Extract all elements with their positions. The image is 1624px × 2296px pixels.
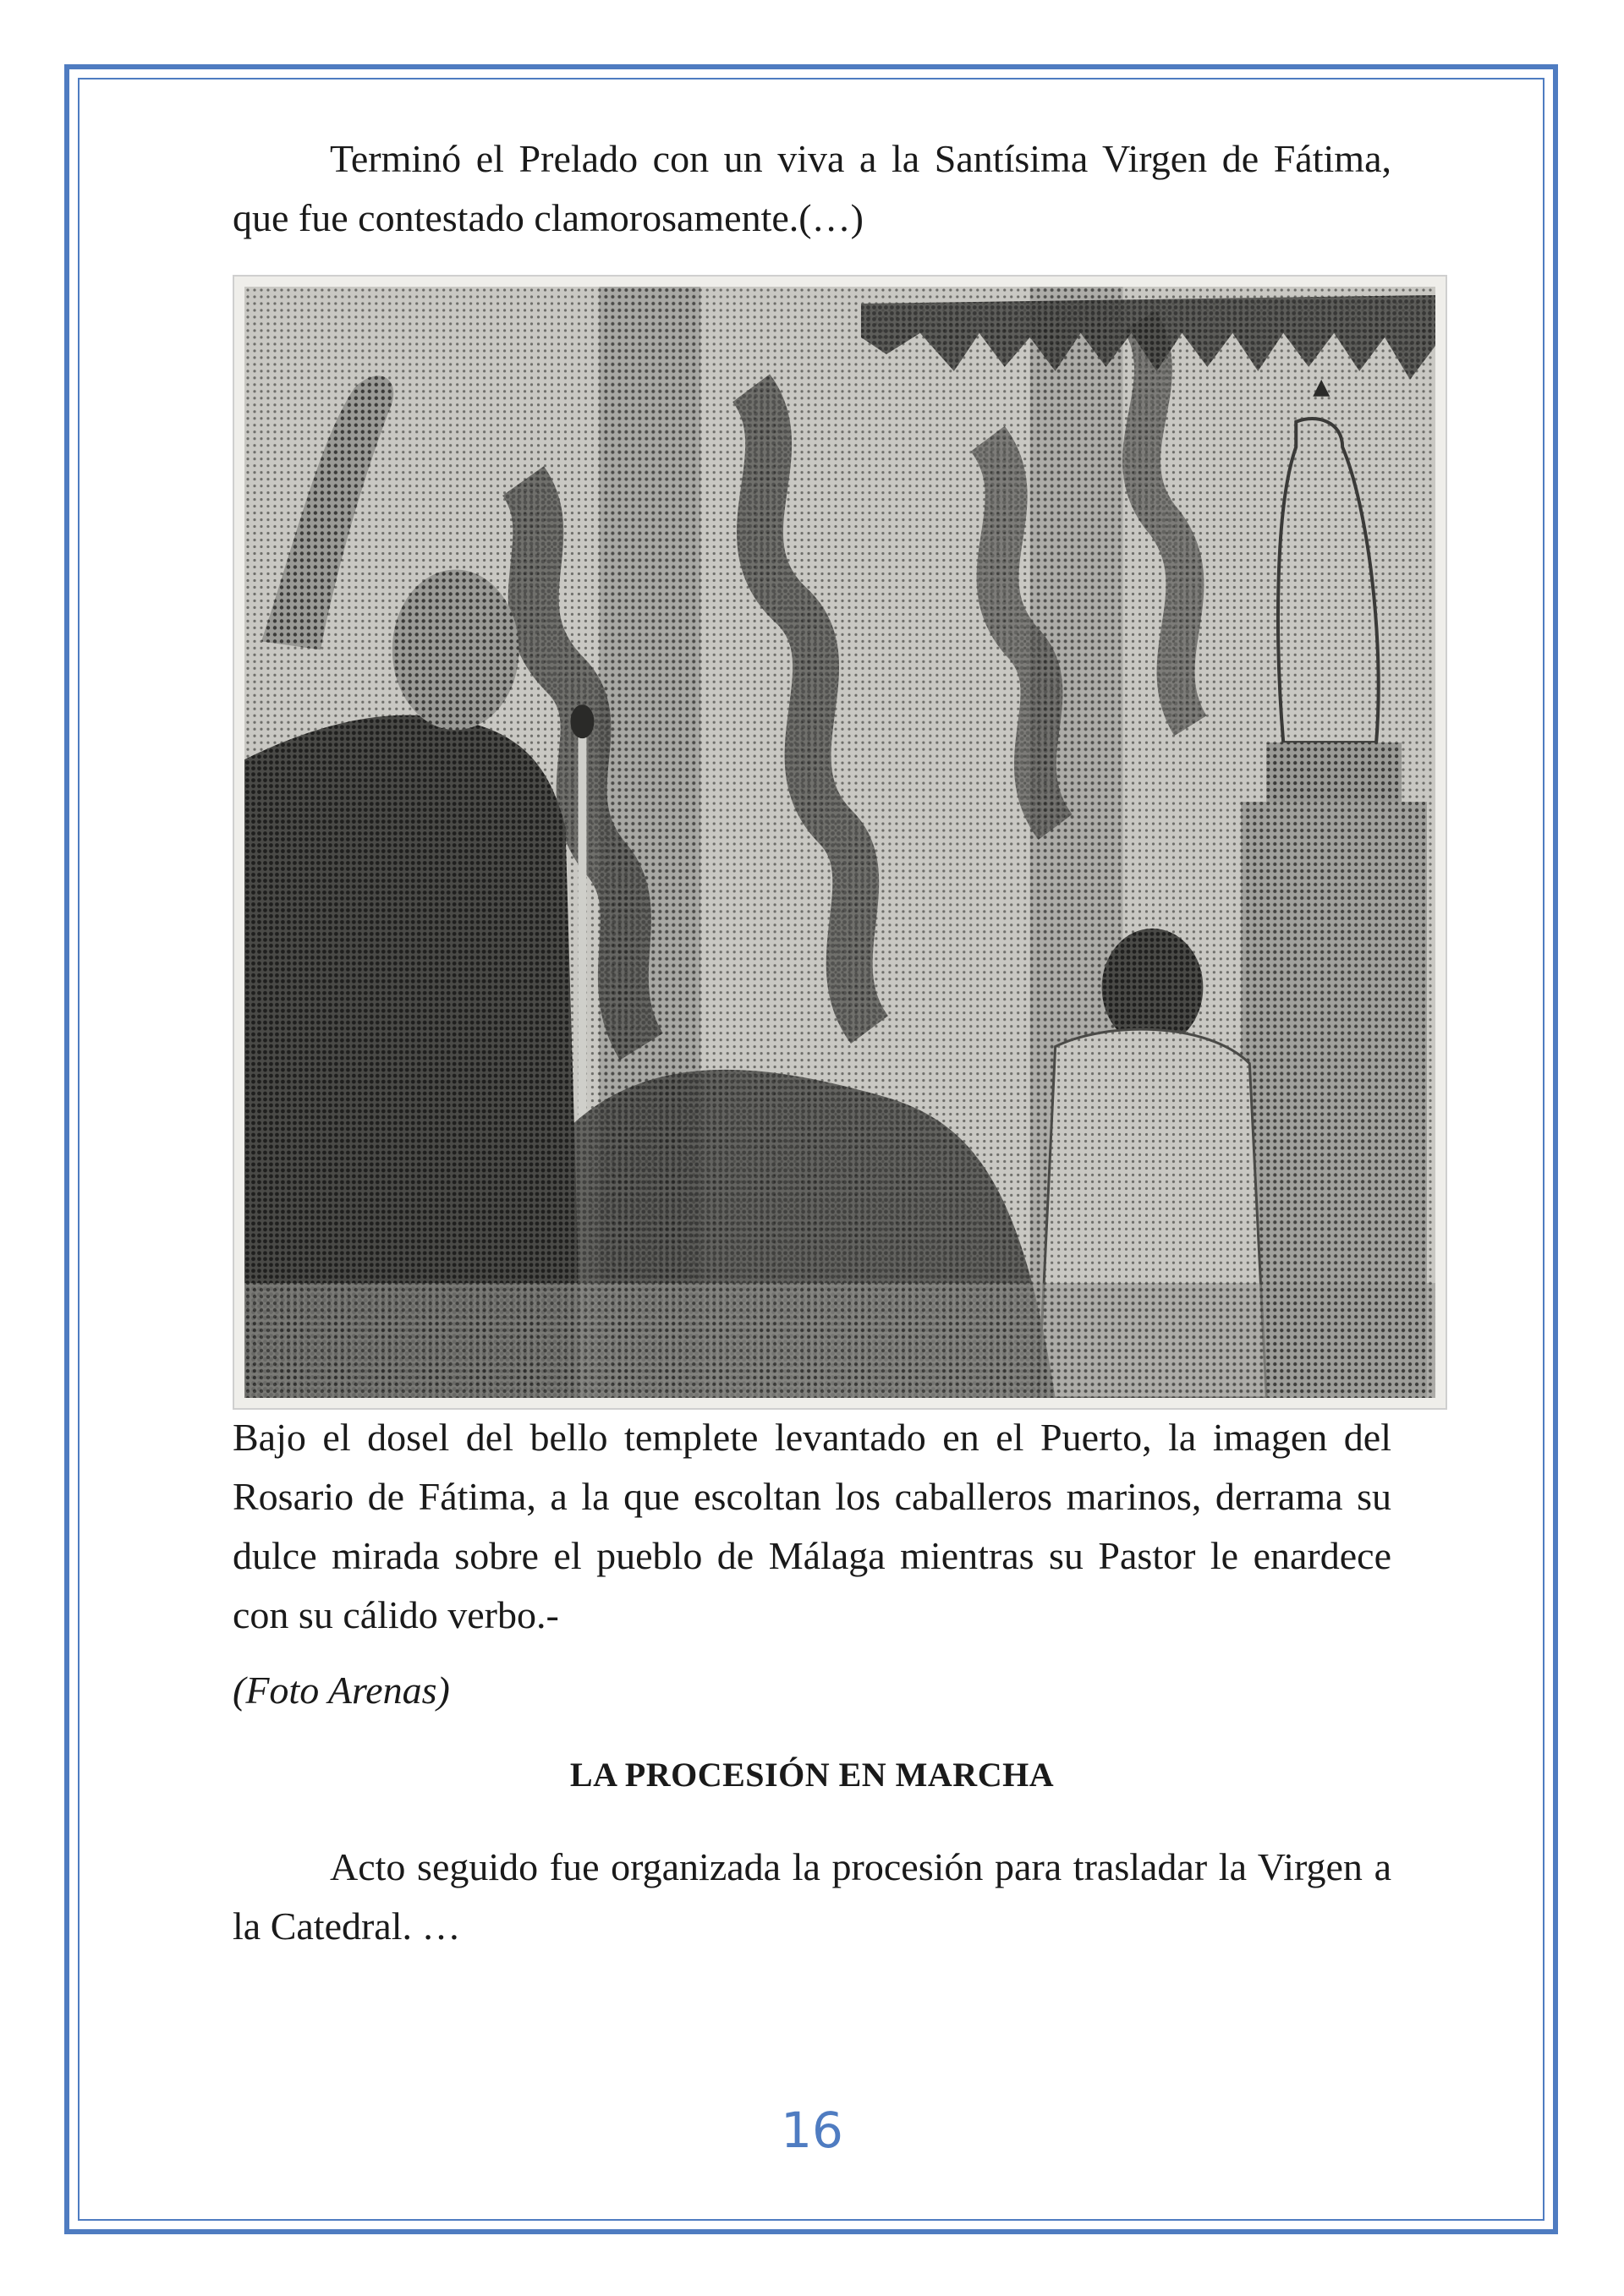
section-heading: LA PROCESIÓN EN MARCHA — [569, 1756, 1055, 1794]
page-number: 16 — [781, 2101, 843, 2159]
photo-illustration — [244, 287, 1435, 1398]
historic-photo — [233, 275, 1447, 1410]
paragraph-2: Acto seguido fue organizada la procesión para trasladar la Virgen a la Catedral. … — [233, 1845, 1391, 1948]
paragraph-1: Terminó el Prelado con un viva a la Santísima Virgen de Fátima, que fue contestado clamorosamente.(…) — [233, 137, 1391, 239]
photo-credit: (Foto Arenas) — [233, 1669, 450, 1712]
photo-caption: Bajo el dosel del bello templete levantado en el Puerto, la imagen del Rosario de Fátima, a la que escoltan los caballeros marinos, derrama su dulce mirada sobre el pueblo de Málaga mientras su Pastor le enardece con su cálido verbo.- — [233, 1416, 1391, 1636]
